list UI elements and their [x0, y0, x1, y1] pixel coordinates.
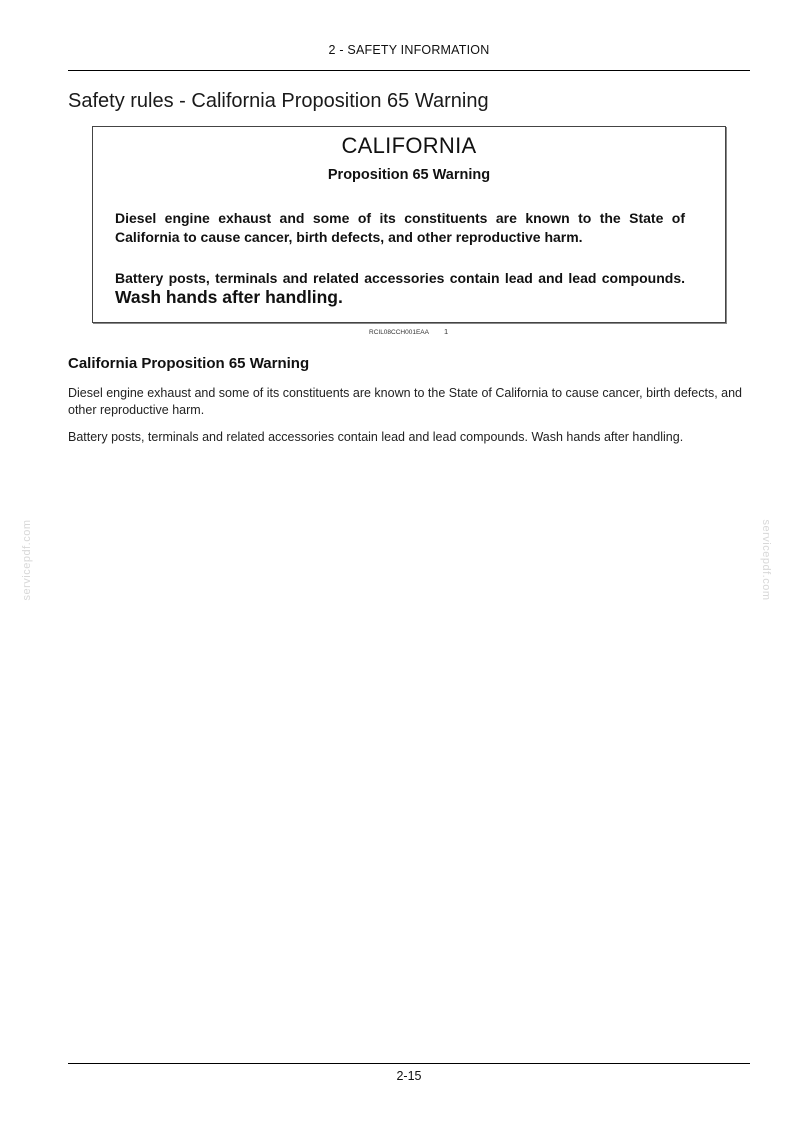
warning-label-paragraph-2 — [115, 269, 685, 308]
figure-code: RCIL08CCH001EAA — [369, 329, 429, 336]
watermark-right: servicepdf.com — [760, 519, 772, 601]
header-divider — [68, 70, 750, 71]
warning-label-heading: CALIFORNIA — [341, 133, 477, 158]
body-paragraph-1: Diesel engine exhaust and some of its constituents are known to the State of California to cause cancer, birth defects, and other reproductive harm. — [68, 386, 743, 417]
warning-label-box — [92, 126, 726, 323]
warning-label-paragraph-2-lead: Battery posts, terminals and related accessories contain lead and lead compounds. — [115, 270, 685, 286]
figure-number: 1 — [444, 327, 449, 336]
footer-divider — [68, 1063, 750, 1064]
warning-label-paragraph-1: Diesel engine exhaust and some of its constituents are known to the State of California to cause cancer, birth defects, and other reproductive harm. — [115, 210, 685, 245]
warning-label-subheading: Proposition 65 Warning — [327, 167, 491, 183]
page-number: 2-15 — [396, 1069, 422, 1083]
section-title: Safety rules - California Proposition 65 Warning — [68, 90, 489, 112]
chapter-header: 2 - SAFETY INFORMATION — [328, 43, 490, 57]
body-paragraph-2: Battery posts, terminals and related accessories contain lead and lead compounds. Wash hands after handling. — [68, 430, 684, 444]
warning-label-wash-hands: Wash hands after handling. — [115, 287, 343, 307]
subsection-heading: California Proposition 65 Warning — [68, 355, 310, 372]
watermark-left: servicepdf.com — [21, 519, 33, 601]
